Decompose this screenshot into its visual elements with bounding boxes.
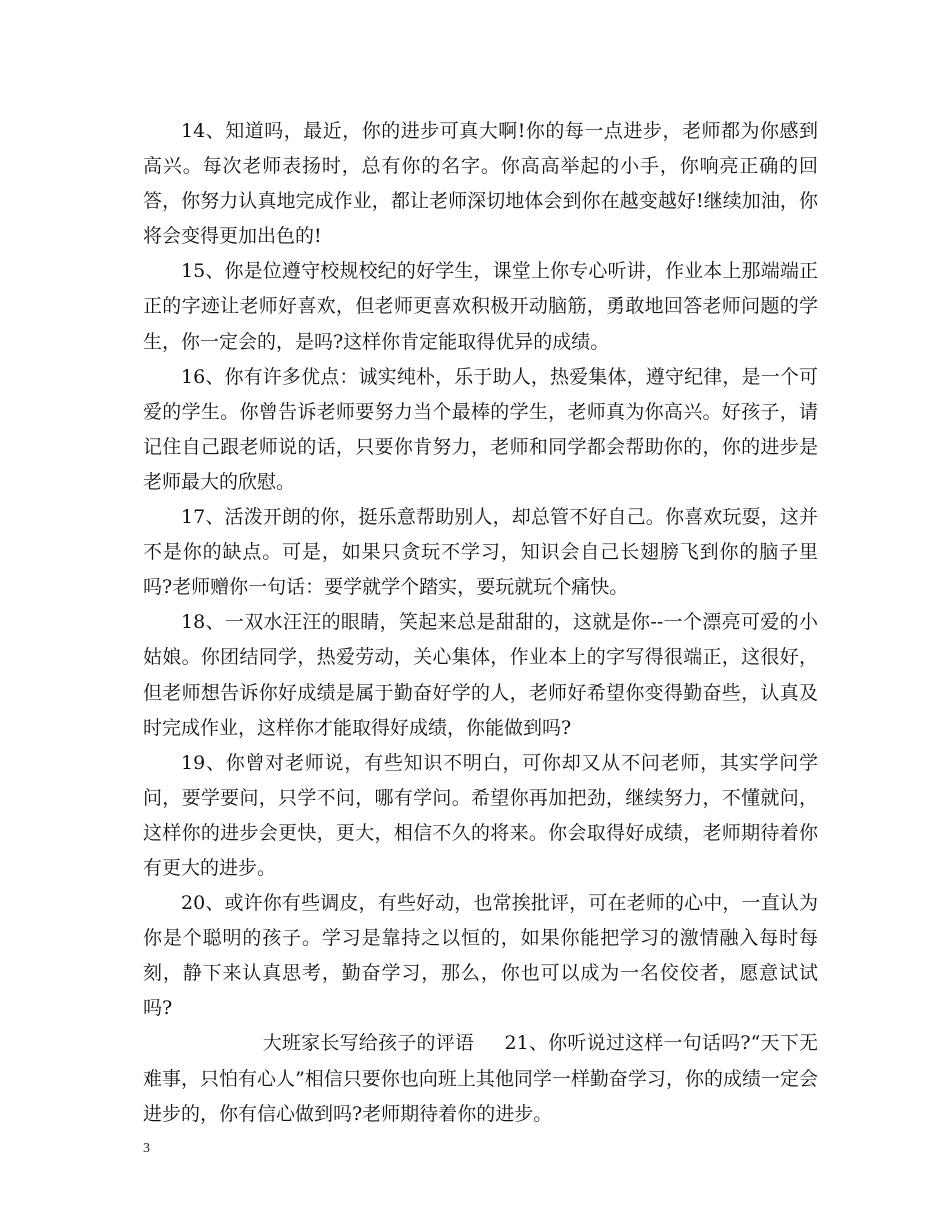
page-number: 3 [143,1141,150,1156]
paragraph-20: 20、或许你有些调皮，有些好动，也常挨批评，可在老师的心中，一直认为你是个聪明的孩子。学习是靠持之以恒的，如果你能把学习的激情融入每时每刻，静下来认真思考，勤奋学习，那么，你也可以成为一名佼佼者，愿意试试吗? [143,892,818,1020]
paragraph-19: 19、你曾对老师说，有些知识不明白，可你却又从不问老师，其实学问学问，要学要问，只学不问，哪有学问。希望你再加把劲，继续努力，不懂就问，这样你的进步会更快，更大，相信不久的将来。你会取得好成绩，老师期待着你有更大的进步。 [143,751,818,879]
paragraph-18: 18、一双水汪汪的眼睛，笑起来总是甜甜的，这就是你--一个漂亮可爱的小姑娘。你团结同学，热爱劳动，关心集体，作业本上的字写得很端正，这很好，但老师想告诉你好成绩是属于勤奋好学的人，老师好希望你变得勤奋些，认真及时完成作业，这样你才能取得好成绩，你能做到吗? [143,611,818,739]
paragraph-21 [143,1026,818,1131]
inline-heading: 大班家长写给孩子的评语 [262,1032,475,1055]
paragraph-21-text: 21、你听说过这样一句话吗?“天下无难事，只怕有心人”相信只要你也向班上其他同学一样勤奋学习，你的成绩一定会进步的，你有信心做到吗?老师期待着你的进步。 [143,1032,818,1125]
paragraph-17: 17、活泼开朗的你，挺乐意帮助别人，却总管不好自己。你喜欢玩耍，这并不是你的缺点。可是，如果只贪玩不学习，知识会自己长翅膀飞到你的脑子里吗?老师赠你一句话：要学就学个踏实，要玩就玩个痛快。 [143,506,818,599]
document-body [143,114,818,1132]
paragraph-15: 15、你是位遵守校规校纪的好学生，课堂上你专心听讲，作业本上那端端正正的字迹让老师好喜欢，但老师更喜欢积极开动脑筋，勇敢地回答老师问题的学生，你一定会的，是吗?这样你肯定能取得优异的成绩。 [143,260,818,353]
paragraph-16: 16、你有许多优点：诚实纯朴，乐于助人，热爱集体，遵守纪律，是一个可爱的学生。你曾告诉老师要努力当个最棒的学生，老师真为你高兴。好孩子，请记住自己跟老师说的话，只要你肯努力，老师和同学都会帮助你的，你的进步是老师最大的欣慰。 [143,365,818,493]
paragraph-14: 14、知道吗，最近，你的进步可真大啊!你的每一点进步，老师都为你感到高兴。每次老师表扬时，总有你的名字。你高高举起的小手，你响亮正确的回答，你努力认真地完成作业，都让老师深切地体会到你在越变越好!继续加油，你将会变得更加出色的! [143,120,818,248]
